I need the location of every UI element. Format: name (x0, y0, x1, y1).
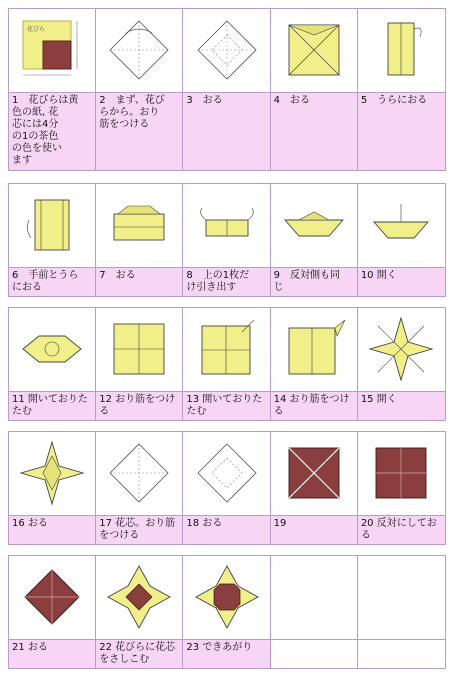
step-4-image (271, 9, 358, 92)
step-23-caption: 23 できあがり (183, 640, 270, 668)
step-19-image (271, 432, 358, 515)
paper-label: 花びら (27, 26, 46, 34)
step-12-image (96, 308, 183, 391)
steps-section-5 (8, 555, 446, 669)
empty-image-cell (358, 556, 445, 639)
star-yellow-icon (17, 438, 87, 508)
step-18-image (183, 432, 270, 515)
step-19-caption: 19 (271, 516, 358, 544)
step-15-caption: 15 開く (360, 393, 397, 405)
step-2-image (96, 9, 183, 92)
step-9-caption: 9 反対側も同 じ (271, 268, 358, 296)
square-yellow-icon (279, 314, 349, 384)
star-yellow-icon (366, 314, 436, 384)
square-yellow-icon (104, 314, 174, 384)
step-5-caption: 5 うらにおる (360, 94, 428, 106)
empty-image-cell (271, 556, 358, 639)
fold-diamond-icon (104, 15, 174, 85)
empty-caption-cell (358, 640, 445, 668)
step-7-image (96, 184, 183, 267)
step-1-caption: 1 花びらは黄 色の紙, 花 芯には4分 の1の茶色 の色を使い ます (9, 93, 96, 170)
step-1-image (9, 9, 96, 92)
step-22-caption: 22 花びらに花芯 をさしこむ (96, 640, 183, 668)
step-20-caption: 20 反対にしてお る (360, 517, 437, 541)
step-23-image (183, 556, 270, 639)
square-base-yellow-icon (279, 15, 349, 85)
step-15-image (358, 308, 445, 391)
step-3-image (183, 9, 270, 92)
step-17-caption: 17 花芯。おり筋 をつける (96, 516, 183, 544)
square-brown-icon (366, 438, 436, 508)
step-13-image (183, 308, 270, 391)
step-11-caption: 11 開いておりた たむ (9, 392, 96, 420)
step-18-caption: 18 おる (183, 516, 270, 544)
flower-icon (104, 562, 174, 632)
fold-diamond-icon (192, 15, 262, 85)
step-4-caption: 4 おる (271, 93, 358, 170)
step-17-image (96, 432, 183, 515)
square-yellow-icon (192, 314, 262, 384)
steps-section-4 (8, 431, 446, 545)
diamond-brown-icon (17, 562, 87, 632)
flower-finished-icon (192, 562, 262, 632)
step-7-caption: 7 おる (96, 268, 183, 296)
folded-box-icon (104, 190, 174, 260)
fold-diamond-icon (104, 438, 174, 508)
step-6-caption: 6 手前とうら におる (9, 268, 96, 296)
steps-section-3 (8, 307, 446, 421)
step-16-caption: 16 おる (9, 516, 96, 544)
paper-sheets-icon (17, 15, 87, 85)
square-brown-icon (279, 438, 349, 508)
step-11-image (9, 308, 96, 391)
step-14-caption: 14 おり筋をつけ る (271, 392, 358, 420)
folded-strip-icon (366, 15, 436, 85)
folded-wide-icon (192, 190, 262, 260)
step-8-caption: 8 上の1枚だ け引き出す (183, 268, 270, 296)
step-14-image (271, 308, 358, 391)
step-10-image (358, 184, 445, 267)
step-9-image (271, 184, 358, 267)
step-20-image (358, 432, 445, 515)
step-5-image (358, 9, 445, 92)
steps-section-2 (8, 183, 446, 297)
step-2-caption: 2 まず、花び らから。おり 筋をつける (96, 93, 183, 170)
step-10-caption: 10 開く (360, 269, 397, 281)
boat-shape-icon (366, 190, 436, 260)
step-13-caption: 13 開いておりた たむ (183, 392, 270, 420)
step-3-caption: 3 おる (183, 93, 270, 170)
fold-diamond-icon (192, 438, 262, 508)
step-21-caption: 21 おる (9, 640, 96, 668)
step-6-image (9, 184, 96, 267)
lens-shape-icon (17, 314, 87, 384)
step-16-image (9, 432, 96, 515)
boat-shape-icon (279, 190, 349, 260)
step-8-image (183, 184, 270, 267)
steps-section-1 (8, 8, 446, 171)
empty-caption-cell (271, 640, 358, 668)
folded-tall-icon (17, 190, 87, 260)
step-12-caption: 12 おり筋をつけ る (96, 392, 183, 420)
step-22-image (96, 556, 183, 639)
step-21-image (9, 556, 96, 639)
